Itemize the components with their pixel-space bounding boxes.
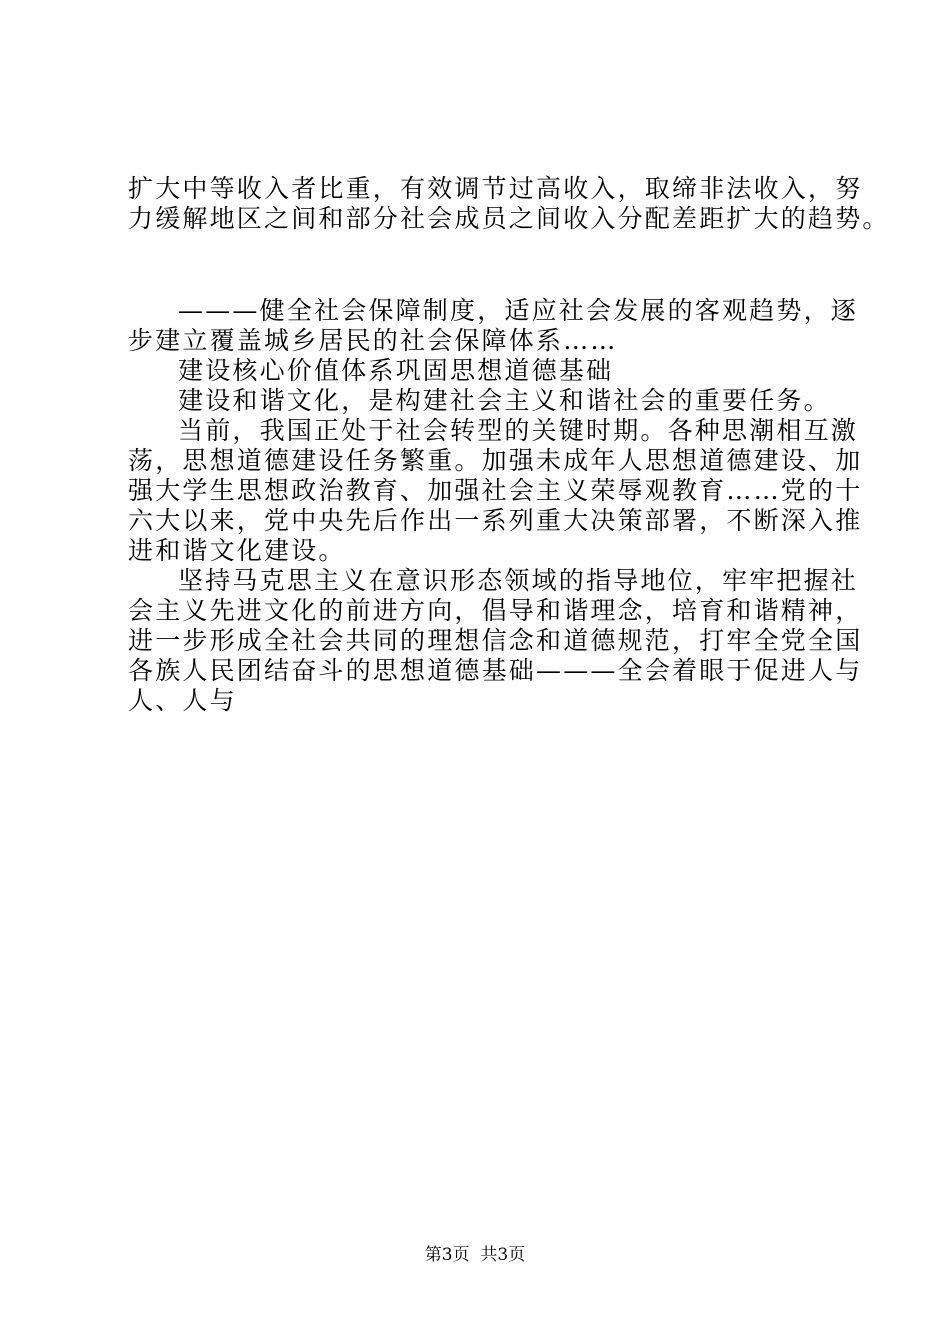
- document-body: [128, 174, 890, 716]
- text-line: 荡，思想道德建设任务繁重。加强未成年人思想道德建设、加: [128, 446, 863, 475]
- text-line: 六大以来，党中央先后作出一系列重大决策部署，不断深入推: [128, 506, 863, 535]
- text-line: 人、人与: [128, 686, 237, 715]
- text-line: 会主义先进文化的前进方向，倡导和谐理念，培育和谐精神，: [128, 596, 863, 625]
- page-footer: [0, 1244, 950, 1266]
- text-line: 强大学生思想政治教育、加强社会主义荣辱观教育……党的十: [128, 476, 863, 505]
- text-line: 扩大中等收入者比重，有效调节过高收入，取缔非法收入，努: [128, 174, 863, 203]
- text-line: 各族人民团结奋斗的思想道德基础———全会着眼于促进人与: [128, 656, 863, 685]
- text-line: 当前，我国正处于社会转型的关键时期。各种思潮相互激: [178, 416, 859, 445]
- paragraph-gap: [128, 234, 844, 296]
- text-line: 建设和谐文化，是构建社会主义和谐社会的重要任务。: [178, 386, 831, 415]
- text-line: 力缓解地区之间和部分社会成员之间收入分配差距扩大的趋势。: [128, 204, 890, 233]
- text-line: ———健全社会保障制度，适应社会发展的客观趋势，逐: [178, 296, 859, 325]
- section-heading: 建设核心价值体系巩固思想道德基础: [178, 356, 614, 385]
- page-number: 第3页 共3页: [424, 1245, 526, 1265]
- text-line: 进一步形成全社会共同的理想信念和道德规范，打牢全党全国: [128, 626, 863, 655]
- text-line: 进和谐文化建设。: [128, 536, 346, 565]
- text-line: 坚持马克思主义在意识形态领域的指导地位，牢牢把握社: [178, 566, 859, 595]
- text-line: 步建立覆盖城乡居民的社会保障体系……: [128, 326, 618, 355]
